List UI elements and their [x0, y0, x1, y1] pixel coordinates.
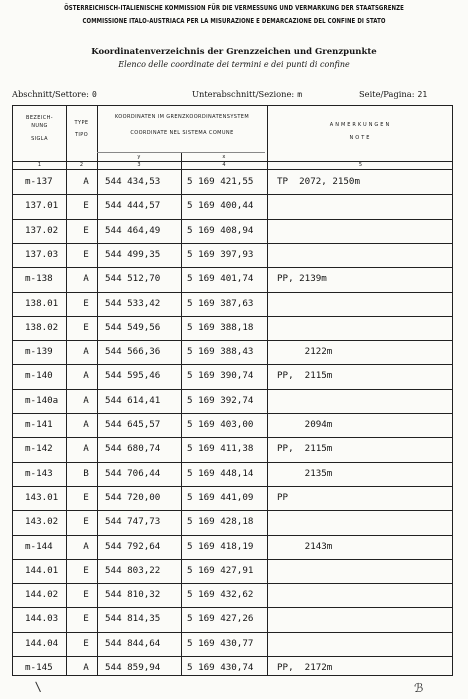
header-y: y: [137, 154, 141, 160]
y-coordinate: 544 595,46: [105, 370, 161, 382]
point-type: A: [83, 662, 89, 673]
table-row: [13, 340, 452, 364]
y-coordinate: 544 512,70: [105, 273, 161, 285]
point-note: PP, 2115m: [277, 370, 333, 382]
point-id: 144.03: [25, 613, 59, 625]
table-row: [13, 243, 452, 267]
point-note: PP, 2115m: [277, 443, 333, 455]
point-type: B: [83, 467, 89, 479]
header-type: TYPE TIPO: [74, 120, 89, 138]
point-id: 138.01: [25, 297, 59, 309]
x-coordinate: 5 169 432,62: [187, 589, 254, 601]
point-id: 137.01: [25, 200, 59, 212]
point-type: A: [83, 370, 89, 382]
point-note: 2094m: [277, 419, 333, 430]
column-number: 5: [358, 162, 363, 168]
point-id: m-143: [25, 467, 53, 479]
right-signature: ℬ: [414, 681, 424, 695]
header-notes: ANMERKUNGEN NOTE: [329, 122, 392, 141]
section-value: m: [297, 90, 303, 99]
y-coordinate: 544 844,64: [105, 637, 161, 649]
x-coordinate: 5 169 388,43: [187, 346, 254, 358]
point-id: m-140a: [25, 394, 59, 406]
x-coordinate: 5 169 411,38: [187, 443, 254, 455]
y-coordinate: 544 549,56: [105, 321, 161, 333]
table-row: [13, 389, 452, 413]
table-row: [13, 267, 452, 291]
point-note: PP, 2139m: [277, 273, 327, 285]
point-type: A: [83, 176, 89, 187]
y-coordinate: 544 706,44: [105, 467, 161, 479]
point-type: E: [83, 637, 89, 649]
table-row: [13, 364, 452, 388]
point-note: PP, 2172m: [277, 662, 333, 673]
point-id: 144.04: [25, 637, 59, 649]
x-coordinate: 5 169 387,63: [187, 297, 254, 309]
x-coordinate: 5 169 441,09: [187, 491, 254, 503]
commission-title-de: ÖSTERREICHISCH-ITALIENISCHE KOMMISSION FÜR DIE VERMESSUNG UND VERMARKUNG DER STAATSGRENZE: [64, 4, 404, 12]
y-coordinate: 544 499,35: [105, 248, 161, 260]
point-id: m-145: [25, 662, 53, 673]
table-row: [13, 510, 452, 534]
x-coordinate: 5 169 430,77: [187, 637, 254, 649]
point-type: E: [83, 613, 89, 625]
table-row: [13, 292, 452, 316]
sector-value: 0: [91, 90, 97, 99]
point-id: 138.02: [25, 321, 59, 333]
y-coordinate: 544 533,42: [105, 297, 161, 309]
header-coordinates: KOORDINATEN IM GRENZKOORDINATENSYSTEM COORDINATE NEL SISTEMA COMUNE: [114, 114, 250, 136]
y-coordinate: 544 444,57: [105, 200, 161, 212]
y-coordinate: 544 803,22: [105, 564, 161, 576]
point-id: m-138: [25, 273, 53, 285]
table-row: [13, 656, 452, 680]
point-id: m-140: [25, 370, 53, 382]
table-row: [13, 316, 452, 340]
point-type: E: [83, 248, 89, 260]
column-number: 4: [222, 162, 226, 168]
page-field: [359, 89, 427, 99]
point-id: 137.03: [25, 248, 59, 260]
point-id: m-141: [25, 419, 53, 430]
x-coordinate: 5 169 430,74: [187, 662, 254, 673]
y-coordinate: 544 810,32: [105, 589, 161, 601]
x-coordinate: 5 169 427,26: [187, 613, 254, 625]
table-row: [13, 607, 452, 631]
sector-field: [12, 89, 97, 99]
point-type: E: [83, 491, 89, 503]
point-type: A: [83, 540, 89, 552]
x-coordinate: 5 169 390,74: [187, 370, 254, 382]
coordinate-table: [12, 105, 453, 676]
x-coordinate: 5 169 427,91: [187, 564, 254, 576]
x-coordinate: 5 169 400,44: [187, 200, 254, 212]
table-row: [13, 583, 452, 607]
x-coordinate: 5 169 401,74: [187, 273, 254, 285]
x-coordinate: 5 169 388,18: [187, 321, 254, 333]
column-number: 2: [79, 162, 84, 168]
x-coordinate: 5 169 421,55: [187, 176, 254, 187]
y-coordinate: 544 680,74: [105, 443, 161, 455]
point-note: PP: [277, 491, 289, 503]
point-id: 144.02: [25, 589, 59, 601]
table-row: [13, 219, 452, 243]
y-coordinate: 544 464,49: [105, 224, 161, 236]
y-coordinate: 544 645,57: [105, 419, 161, 430]
point-id: 143.01: [25, 491, 59, 503]
table-row: [13, 194, 452, 218]
x-coordinate: 5 169 392,74: [187, 394, 254, 406]
left-signature: \: [34, 679, 42, 696]
point-type: E: [83, 224, 89, 236]
table-row: [13, 437, 452, 461]
table-row: [13, 413, 452, 437]
point-note: TP 2072, 2150m: [277, 176, 360, 187]
column-number: 3: [137, 162, 141, 168]
point-type: A: [83, 443, 89, 455]
header-x: x: [222, 154, 226, 160]
y-coordinate: 544 566,36: [105, 346, 161, 358]
y-coordinate: 544 859,94: [105, 662, 161, 673]
section-field: [192, 89, 302, 99]
y-coordinate: 544 434,53: [105, 176, 161, 187]
table-row: [13, 170, 452, 194]
point-type: E: [83, 564, 89, 576]
point-note: 2143m: [277, 540, 333, 552]
point-id: m-137: [25, 176, 53, 187]
point-note: 2122m: [277, 346, 333, 358]
table-row: [13, 486, 452, 510]
point-type: A: [83, 273, 89, 285]
table-row: [13, 462, 452, 486]
point-type: E: [83, 297, 89, 309]
point-type: E: [83, 321, 89, 333]
x-coordinate: 5 169 408,94: [187, 224, 254, 236]
point-type: E: [83, 516, 89, 528]
point-note: 2135m: [277, 467, 333, 479]
sector-label: Abschnitt/Settore:: [12, 89, 89, 99]
document-title-de: Koordinatenverzeichnis der Grenzzeichen und Grenzpunkte: [91, 47, 377, 57]
x-coordinate: 5 169 397,93: [187, 248, 254, 260]
point-type: A: [83, 346, 89, 358]
page-value: 21: [417, 90, 428, 99]
header-designation: BEZEICH- NUNG SIGLA: [26, 115, 53, 142]
y-coordinate: 544 747,73: [105, 516, 161, 528]
y-coordinate: 544 720,00: [105, 491, 161, 503]
point-id: 143.02: [25, 516, 59, 528]
commission-title-it: COMMISSIONE ITALO-AUSTRIACA PER LA MISURAZIONE E DEMARCAZIONE DEL CONFINE DI STATO: [82, 17, 386, 25]
y-coordinate: 544 792,64: [105, 540, 161, 552]
column-number: 1: [37, 162, 42, 168]
page-label: Seite/Pagina:: [359, 89, 415, 99]
point-type: E: [83, 589, 89, 601]
point-id: m-139: [25, 346, 53, 358]
table-row: [13, 535, 452, 559]
y-coordinate: 544 614,41: [105, 394, 161, 406]
y-coordinate: 544 814,35: [105, 613, 161, 625]
point-id: m-144: [25, 540, 53, 552]
x-coordinate: 5 169 448,14: [187, 467, 254, 479]
point-id: m-142: [25, 443, 53, 455]
point-id: 144.01: [25, 564, 59, 576]
x-coordinate: 5 169 418,19: [187, 540, 254, 552]
point-type: A: [83, 419, 89, 430]
x-coordinate: 5 169 403,00: [187, 419, 254, 430]
table-row: [13, 559, 452, 583]
point-id: 137.02: [25, 224, 59, 236]
point-type: A: [83, 394, 89, 406]
section-label: Unterabschnitt/Sezione:: [192, 89, 295, 99]
table-row: [13, 632, 452, 656]
point-type: E: [83, 200, 89, 212]
document-title-it: Elenco delle coordinate dei termini e dei punti di confine: [118, 60, 350, 69]
x-coordinate: 5 169 428,18: [187, 516, 254, 528]
